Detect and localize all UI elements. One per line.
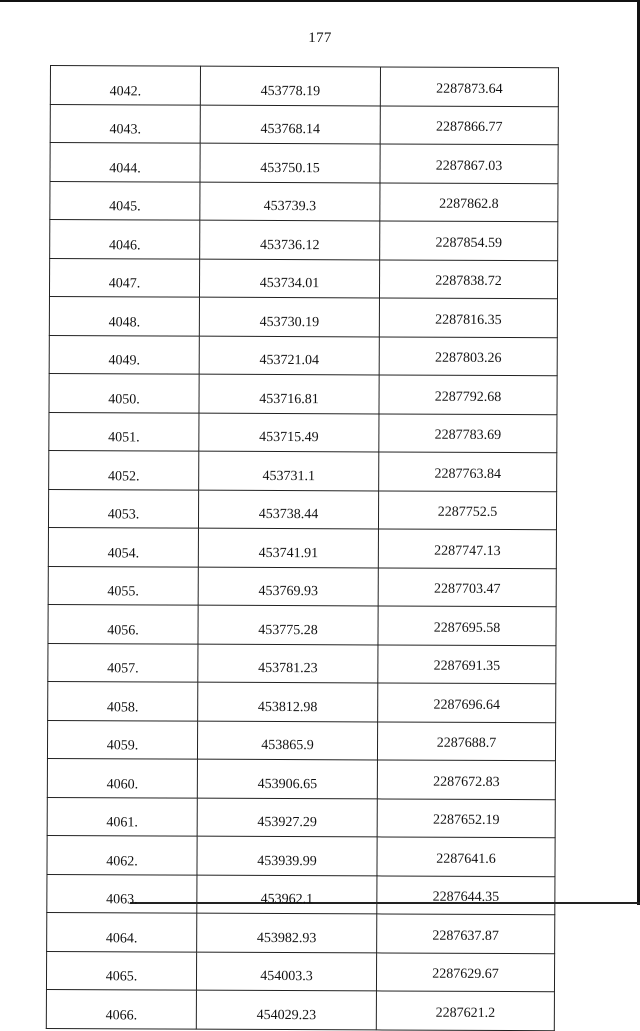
point-number: 4052. — [49, 450, 199, 489]
y-coordinate: 2287672.83 — [377, 760, 555, 799]
x-coordinate: 454003.3 — [196, 952, 376, 991]
y-coordinate: 2287637.87 — [377, 914, 555, 953]
table-row — [49, 412, 557, 453]
table-row — [47, 874, 555, 915]
y-coordinate: 2287838.72 — [379, 259, 557, 298]
x-coordinate: 453962.1 — [197, 875, 377, 914]
x-coordinate: 453775.28 — [198, 605, 378, 644]
y-coordinate: 2287691.35 — [378, 644, 556, 683]
point-number: 4065. — [46, 951, 196, 990]
table-row — [47, 835, 555, 876]
y-coordinate: 2287792.68 — [379, 375, 557, 414]
table-row — [48, 489, 556, 530]
point-number: 4042. — [50, 66, 200, 105]
point-number: 4051. — [49, 412, 199, 451]
x-coordinate: 453906.65 — [197, 759, 377, 798]
table-row — [48, 604, 556, 645]
y-coordinate: 2287866.77 — [380, 105, 558, 144]
table-row — [47, 720, 555, 761]
x-coordinate: 453739.3 — [200, 182, 380, 221]
point-number: 4060. — [47, 758, 197, 797]
point-number: 4050. — [49, 373, 199, 412]
point-number: 4045. — [50, 181, 200, 220]
table-row — [48, 643, 556, 684]
y-coordinate: 2287696.64 — [378, 683, 556, 722]
y-coordinate: 2287629.67 — [376, 952, 554, 991]
point-number: 4043. — [50, 104, 200, 143]
y-coordinate: 2287747.13 — [378, 529, 556, 568]
point-number: 4055. — [48, 566, 198, 605]
table-row — [47, 797, 555, 838]
point-number: 4054. — [48, 527, 198, 566]
x-coordinate: 453865.9 — [197, 721, 377, 760]
y-coordinate: 2287763.84 — [379, 452, 557, 491]
point-number: 4058. — [48, 681, 198, 720]
x-coordinate: 453750.15 — [200, 143, 380, 182]
table-row — [48, 566, 556, 607]
y-coordinate: 2287688.7 — [377, 721, 555, 760]
x-coordinate: 453812.98 — [198, 682, 378, 721]
coordinates-table — [46, 65, 559, 1031]
scan-edge-top — [0, 0, 640, 2]
table-row — [49, 335, 557, 376]
table-row — [48, 527, 556, 568]
y-coordinate: 2287867.03 — [380, 144, 558, 183]
x-coordinate: 453736.12 — [200, 220, 380, 259]
table-row — [49, 296, 557, 337]
y-coordinate: 2287752.5 — [378, 490, 556, 529]
table-row — [49, 373, 557, 414]
y-coordinate: 2287695.58 — [378, 606, 556, 645]
point-number: 4057. — [48, 643, 198, 682]
y-coordinate: 2287854.59 — [380, 221, 558, 260]
point-number: 4046. — [50, 220, 200, 259]
point-number: 4062. — [47, 835, 197, 874]
x-coordinate: 453927.29 — [197, 798, 377, 837]
x-coordinate: 453982.93 — [197, 913, 377, 952]
point-number: 4044. — [50, 143, 200, 182]
x-coordinate: 453769.93 — [198, 567, 378, 606]
y-coordinate: 2287703.47 — [378, 567, 556, 606]
point-number: 4053. — [48, 489, 198, 528]
x-coordinate: 453716.81 — [199, 374, 379, 413]
x-coordinate: 453734.01 — [199, 259, 379, 298]
table-row — [50, 66, 558, 107]
point-number: 4061. — [47, 797, 197, 836]
y-coordinate: 2287783.69 — [379, 413, 557, 452]
x-coordinate: 453731.1 — [199, 451, 379, 490]
table-row — [50, 220, 558, 261]
table-row — [46, 951, 554, 992]
x-coordinate: 453778.19 — [200, 66, 380, 105]
x-coordinate: 453721.04 — [199, 336, 379, 375]
table-row — [46, 989, 554, 1030]
y-coordinate: 2287803.26 — [379, 336, 557, 375]
table-row — [50, 143, 558, 184]
y-coordinate: 2287644.35 — [377, 875, 555, 914]
point-number: 4063. — [47, 874, 197, 913]
table-row — [48, 681, 556, 722]
x-coordinate: 453730.19 — [199, 297, 379, 336]
point-number: 4064. — [47, 912, 197, 951]
point-number: 4059. — [47, 720, 197, 759]
x-coordinate: 453741.91 — [198, 528, 378, 567]
point-number: 4049. — [49, 335, 199, 374]
table-row — [49, 450, 557, 491]
x-coordinate: 453738.44 — [198, 490, 378, 529]
point-number: 4047. — [49, 258, 199, 297]
page-number: 177 — [308, 30, 332, 46]
table-row — [50, 104, 558, 145]
y-coordinate: 2287652.19 — [377, 798, 555, 837]
x-coordinate: 453768.14 — [200, 105, 380, 144]
x-coordinate: 453939.99 — [197, 836, 377, 875]
y-coordinate: 2287641.6 — [377, 837, 555, 876]
table-row — [47, 912, 555, 953]
table-row — [47, 758, 555, 799]
y-coordinate: 2287621.2 — [376, 991, 554, 1030]
point-number: 4066. — [46, 989, 196, 1028]
table-row — [49, 258, 557, 299]
table-row — [50, 181, 558, 222]
x-coordinate: 454029.23 — [196, 990, 376, 1029]
point-number: 4048. — [49, 296, 199, 335]
point-number: 4056. — [48, 604, 198, 643]
x-coordinate: 453781.23 — [198, 644, 378, 683]
y-coordinate: 2287862.8 — [380, 182, 558, 221]
x-coordinate: 453715.49 — [199, 413, 379, 452]
y-coordinate: 2287816.35 — [379, 298, 557, 337]
y-coordinate: 2287873.64 — [380, 67, 558, 106]
